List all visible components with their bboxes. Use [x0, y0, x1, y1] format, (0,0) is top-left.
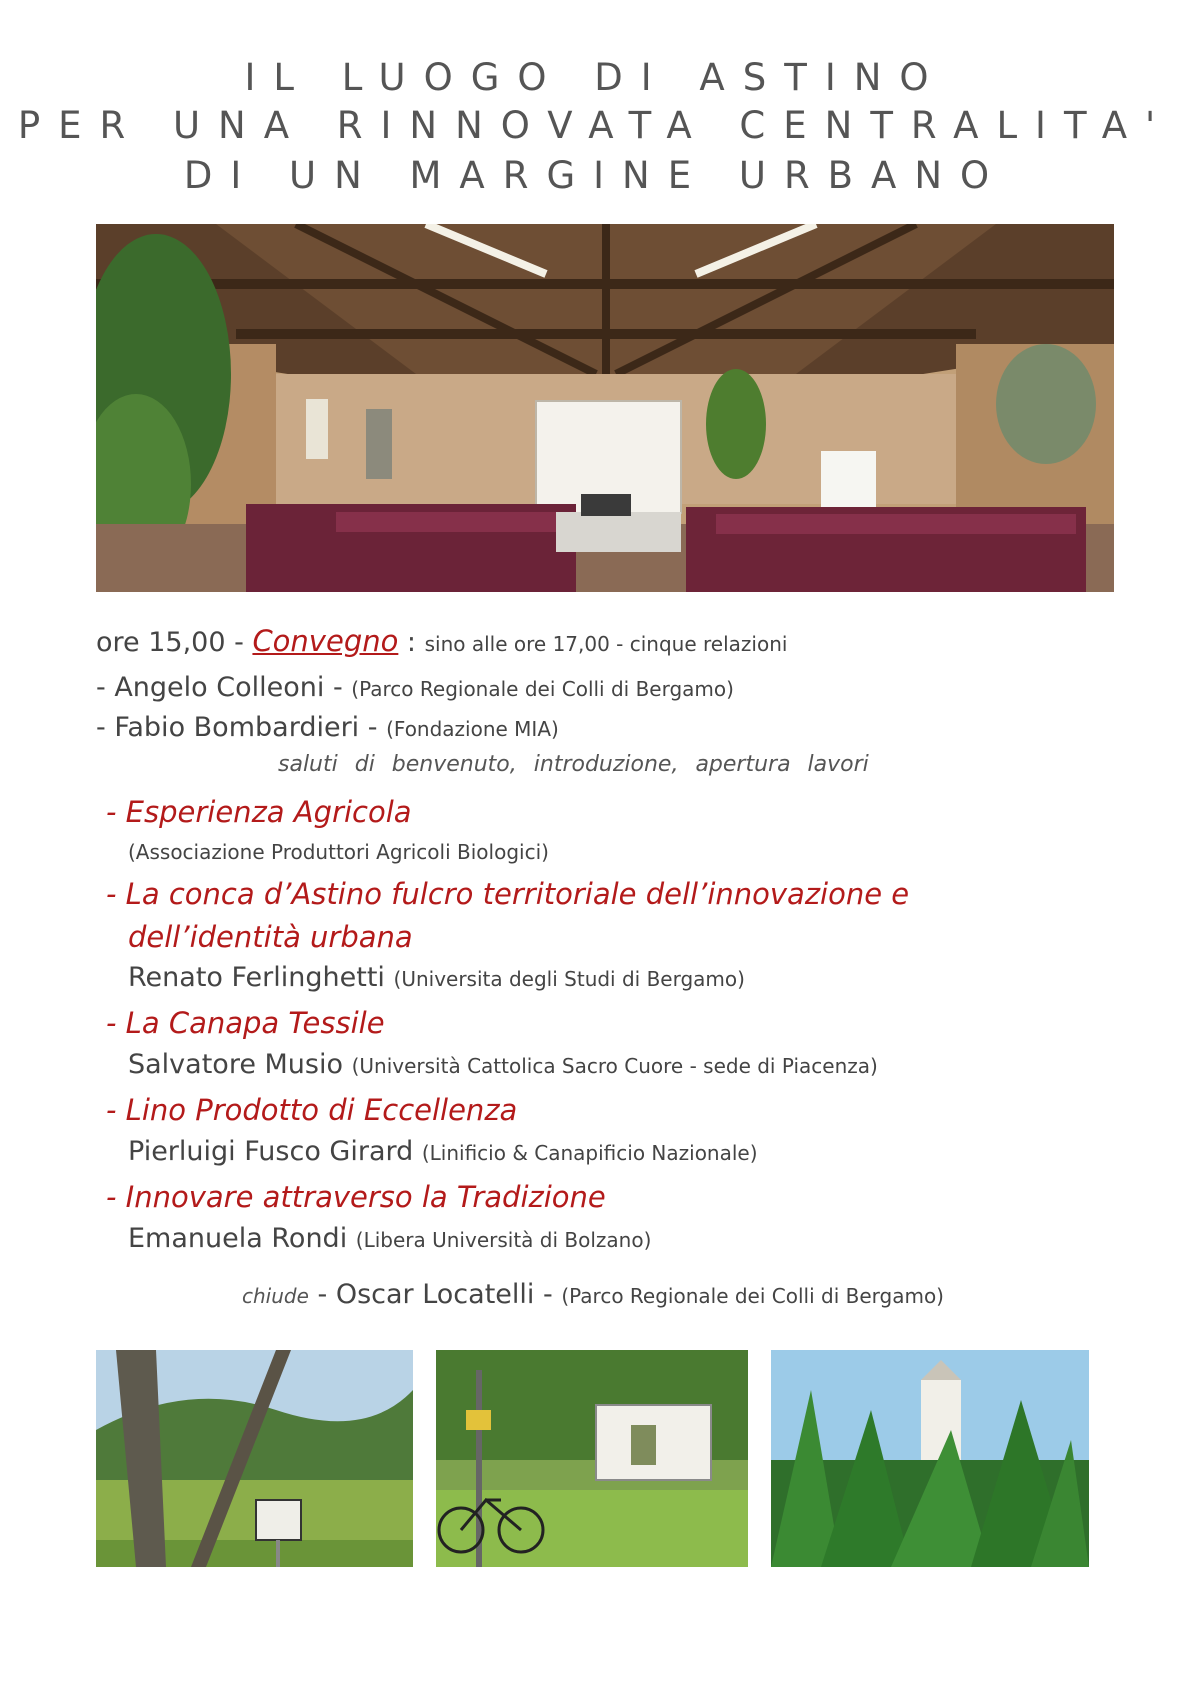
speaker-name: Renato Ferlinghetti [128, 962, 394, 993]
welcome-speaker [96, 712, 559, 743]
speaker-affiliation: (Libera Università di Bolzano) [355, 1228, 652, 1252]
closing-speaker: Oscar Locatelli [335, 1279, 535, 1310]
event-colon: : [398, 627, 425, 658]
speaker-affiliation: (Parco Regionale dei Colli di Bergamo) [351, 677, 734, 701]
talk-title: - Innovare attraverso la Tradizione [106, 1180, 606, 1214]
closing-label: chiude [242, 1284, 309, 1308]
title-line-3: DI UN MARGINE URBANO [183, 154, 1008, 197]
time-label: ore 15,00 - [96, 627, 253, 658]
talk-speaker [128, 1049, 878, 1080]
talk-speaker [128, 1136, 758, 1167]
conference-hall-photo [96, 224, 1114, 592]
talk-title: - La Canapa Tessile [106, 1006, 385, 1040]
title-line-1: IL LUOGO DI ASTINO [244, 56, 947, 99]
closing: chiude - Oscar Locatelli - (Parco Regionale dei Colli di Bergamo) [242, 1279, 944, 1310]
speaker-affiliation: (Fondazione MIA) [386, 717, 559, 741]
event-detail: sino alle ore 17,00 - cinque relazioni [424, 632, 788, 656]
speaker-name: - Fabio Bombardieri - [96, 712, 387, 743]
talk-title: - Lino Prodotto di Eccellenza [106, 1093, 518, 1127]
speaker-name: Emanuela Rondi [128, 1223, 356, 1254]
title-line-2: PER UNA RINNOVATA CENTRALITA' [17, 104, 1174, 147]
talk-speaker [128, 962, 745, 993]
talk-affiliation: (Associazione Produttori Agricoli Biologici) [128, 840, 549, 864]
welcome-note-text: saluti di benvenuto, introduzione, apertura lavori [278, 752, 869, 777]
speaker-name: Pierluigi Fusco Girard [128, 1136, 422, 1167]
speaker-affiliation: (Universita degli Studi di Bergamo) [393, 967, 745, 991]
talk-title: - La conca d’Astino fulcro territoriale dell’innovazione e [106, 877, 910, 911]
closing-affiliation: (Parco Regionale dei Colli di Bergamo) [561, 1284, 944, 1308]
talk-title: - Esperienza Agricola [106, 795, 412, 829]
bike-sign-photo [436, 1350, 748, 1567]
hemp-field-photo [771, 1350, 1089, 1567]
talk-speaker [128, 1223, 651, 1254]
speaker-name: Salvatore Musio [128, 1049, 352, 1080]
welcome-speaker [96, 672, 734, 703]
landscape-tree-photo [96, 1350, 413, 1567]
speaker-affiliation: (Linificio & Canapificio Nazionale) [421, 1141, 758, 1165]
program-intro [96, 624, 787, 658]
speaker-affiliation: (Università Cattolica Sacro Cuore - sede di Piacenza) [351, 1054, 878, 1078]
welcome-note [278, 752, 869, 777]
speaker-name: - Angelo Colleoni - [96, 672, 352, 703]
event-label: Convegno [252, 624, 399, 658]
talk-title-cont: dell’identità urbana [128, 920, 413, 954]
